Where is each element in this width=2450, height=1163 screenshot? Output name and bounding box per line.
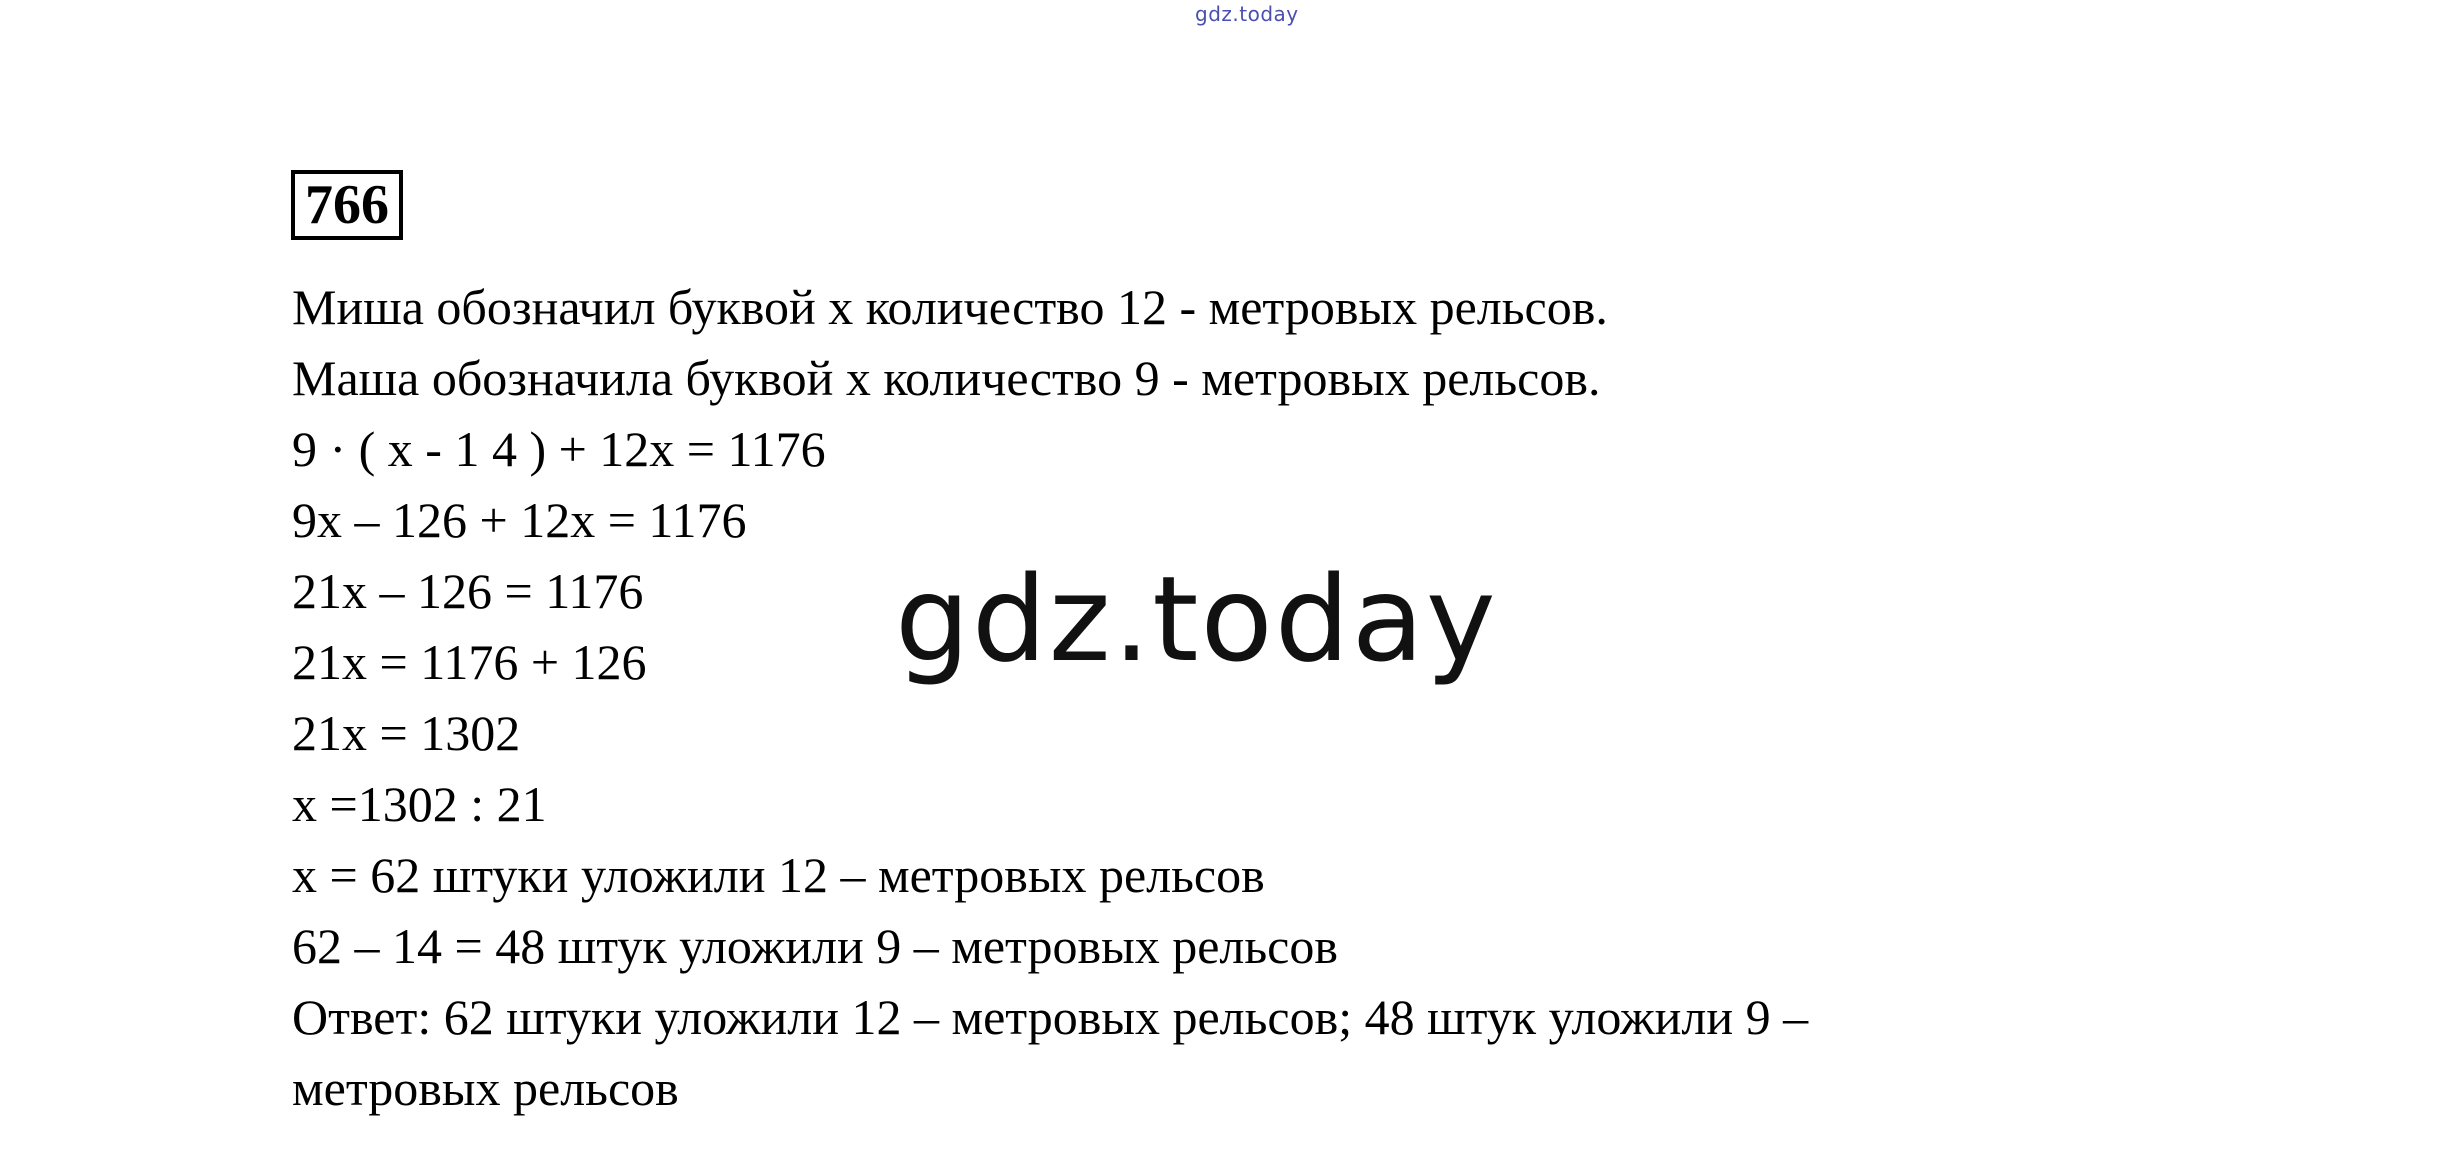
equation-line: 21x – 126 = 1176: [292, 563, 644, 619]
statement-line-misha: Миша обозначил буквой x количество 12 - метровых рельсов.: [292, 279, 1608, 335]
answer-line: Ответ: 62 штуки уложили 12 – метровых рельсов; 48 штук уложили 9 –: [292, 989, 1809, 1045]
equation-line: 21x = 1302: [292, 705, 521, 761]
equation-line: 21x = 1176 + 126: [292, 634, 647, 690]
answer-line-continued: метровых рельсов: [292, 1060, 679, 1116]
statement-line-masha: Маша обозначила буквой x количество 9 - метровых рельсов.: [292, 350, 1601, 406]
equation-line: 9 · ( x - 1 4 ) + 12x = 1176: [292, 421, 826, 477]
problem-number: 766: [291, 170, 403, 240]
equation-line: x =1302 : 21: [292, 776, 547, 832]
equation-line: 9x – 126 + 12x = 1176: [292, 492, 747, 548]
result-line: x = 62 штуки уложили 12 – метровых рельсов: [292, 847, 1265, 903]
solution-text: [292, 272, 2192, 1124]
top-watermark: gdz.today: [1195, 2, 1299, 26]
result-line: 62 – 14 = 48 штук уложили 9 – метровых рельсов: [292, 918, 1338, 974]
center-watermark: gdz.today: [895, 550, 1498, 688]
